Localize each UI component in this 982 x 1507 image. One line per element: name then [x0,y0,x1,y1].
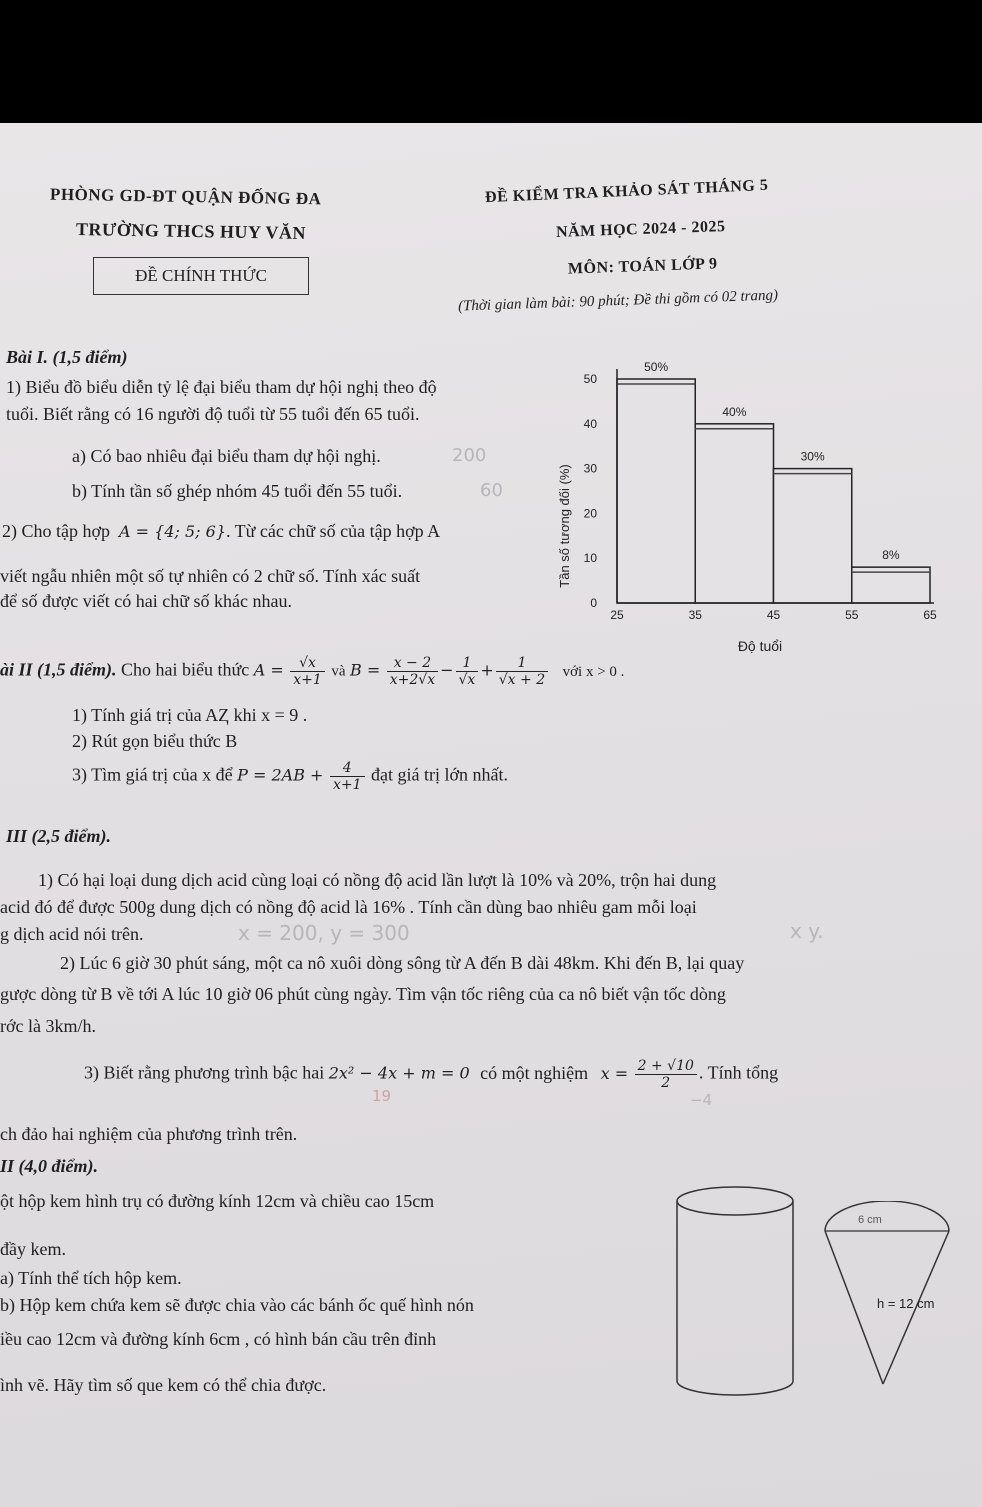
P-num: 4 [330,760,365,777]
p3-end: . Tính tổng [698,1062,779,1083]
bai3-part3-line2: ch đảo hai nghiệm của phương trình trên. [0,1124,298,1144]
root-den: 2 [661,1075,671,1091]
school-name: TRƯỜNG THCS HUY VĂN [75,218,307,244]
bai2-question-3 [72,760,508,793]
bai3-title: III (2,5 điểm). [6,826,111,846]
bar-data-label: 50% [644,360,669,374]
x-tick-label: 45 [766,608,781,622]
B-den-3: √x + 2 [498,672,546,688]
bai4-line1: ột hộp kem hình trụ có đường kính 12cm và chiều cao 15cm [0,1191,435,1211]
p3-root-intro: có một nghiệm [480,1062,589,1083]
school-year: NĂM HỌC 2024 - 2025 [555,218,726,241]
cone-diameter-label: 6 cm [858,1214,882,1226]
bai4-title: II (4,0 điểm). [0,1156,98,1176]
exam-title: ĐỀ KIỂM TRA KHẢO SÁT THÁNG 5 [484,176,769,207]
bai2-question-2: 2) Rút gọn biểu thức B [72,731,238,751]
y-tick-label: 50 [583,372,597,386]
bar-data-label: 30% [800,449,825,464]
bai1-part2-line1 [2,521,440,542]
bai2-intro: Cho hai biểu thức [121,659,250,680]
y-axis-label: Tần số tương đối (%) [557,464,572,588]
p3-intro: 3) Biết rằng phương trình bậc hai [84,1062,325,1083]
y-tick-label: 10 [583,551,597,566]
condition: với x > 0 . [562,663,625,680]
age-histogram [555,351,945,661]
set-intro: 2) Cho tập hợp [2,521,111,541]
cylinder-top [677,1187,793,1215]
bai4-question-b-line2: iều cao 12cm và đường kính 6cm , có hình bán cầu trên đỉnh [0,1329,437,1349]
hemisphere-top [825,1201,949,1231]
P-den: x+1 [332,777,362,793]
bai4-line2: đầy kem. [0,1239,66,1259]
A-numerator: √x [290,655,325,672]
histogram-bar [695,424,773,603]
root-lhs: x = [600,1063,629,1083]
set-A: A = {4; 5; 6} [119,522,226,541]
bai3-part3-line1 [84,1058,778,1112]
q3-end: đạt giá trị lớn nhất. [371,764,508,785]
x-axis-label: Độ tuổi [737,638,783,654]
bai3-part1-line2: acid đó để được 500g dung dịch có nồng độ acid là 16% . Tính cần dùng bao nhiêu gam mỗi loại [0,897,697,917]
root-fraction [635,1058,697,1091]
bai4-question-b-line1: b) Hộp kem chứa kem sẽ được chia vào các bánh ốc quế hình nón [0,1295,474,1315]
bai1-question-b: b) Tính tần số ghép nhóm 45 tuổi đến 55 tuổi. [72,481,403,501]
handwritten-solution: x = 200, y = 300 [238,921,410,945]
bai4-question-b-line3: ình vẽ. Hãy tìm số que kem có thể chia được. [0,1375,327,1395]
A-lhs: A = [253,660,284,680]
bai1-part1-line2: tuổi. Biết rằng có 16 người độ tuổi từ 55 tuổi đến 65 tuổi. [6,404,420,424]
minus-sign: − [440,660,454,680]
bai1-part2-line3: để số được viết có hai chữ số khác nhau. [0,591,292,611]
x-tick-label: 25 [610,608,624,622]
bai1-part2-line2: viết ngẫu nhiên một số tự nhiên có 2 chữ số. Tính xác suất [0,566,421,586]
bai3-part1-line1: 1) Có hại loại dung dịch acid cùng loại có nồng độ acid lần lượt là 10% và 20%, trộn hai dung [38,870,717,890]
exam-paper [0,123,982,1507]
B-fraction-2 [456,655,479,688]
bai4-question-a: a) Tính thể tích hộp kem. [0,1268,182,1288]
P-expression: P = 2AB + [237,765,324,785]
B-lhs: B = [350,660,381,680]
and-word: và [331,663,346,680]
subject-title: MÔN: TOÁN LỚP 9 [567,255,718,278]
official-exam-box [93,257,309,295]
plus-sign: + [480,660,494,680]
time-note: (Thời gian làm bài: 90 phút; Đề thi gồm có 02 trang) [457,287,779,315]
cylinder-bottom [677,1381,793,1395]
B-fraction-3 [496,655,548,688]
y-tick-label: 40 [583,416,597,431]
department-name: PHÒNG GD-ĐT QUẬN ĐỐNG ĐA [49,184,322,209]
handwritten-variables: x y. [790,919,824,943]
bai3-part2-line3: rớc là 3km/h. [0,1016,96,1036]
handwritten-answer-b: 60 [480,480,503,501]
histogram-bar [774,469,852,603]
A-fraction [290,655,325,688]
quadratic-equation: 2x² − 4x + m = 0 [328,1063,470,1083]
y-tick-label: 0 [590,596,597,610]
bai3-part2-line2: gược dòng từ B về tới A lúc 10 giờ 06 phút cùng ngày. Tìm vận tốc riêng của ca nô biết vận tốc dòng [0,984,726,1004]
bar-data-label: 8% [882,548,900,563]
bai3-part2-line1: 2) Lúc 6 giờ 30 phút sáng, một ca nô xuôi dòng sông từ A đến B dài 48km. Khi đến B, lại quay [60,953,745,973]
bai1-question-a: a) Có bao nhiêu đại biểu tham dự hội nghị. [72,446,381,466]
bai2-header [0,655,624,705]
B-fraction-1 [387,655,438,688]
bai1-part1-line1: 1) Biểu đồ biểu diễn tỷ lệ đại biểu tham dự hội nghị theo độ [6,377,437,397]
y-tick-label: 30 [583,461,597,476]
cone-figure [815,1201,982,1391]
P-fraction [330,760,365,793]
x-tick-label: 35 [688,608,702,622]
handwritten-answer-a: 200 [452,445,487,466]
root-num: 2 + √10 [635,1058,697,1075]
bai2-title: ài II (1,5 điểm). [0,659,117,680]
histogram-bar [617,379,695,603]
bai2-question-1: 1) Tính giá trị của AⱫ khi x = 9 . [72,705,308,725]
B-num-3: 1 [496,655,548,672]
B-num-2: 1 [456,655,479,672]
cone-left-side [825,1231,883,1384]
bar-data-label: 40% [722,404,747,419]
handwritten-note-minus4: −4 [690,1091,713,1109]
bai3-part1-line3: g dịch acid nói trên. [0,924,144,944]
A-denominator: x+1 [293,672,322,688]
x-tick-label: 55 [845,608,859,622]
B-num-1: x − 2 [387,655,438,672]
official-exam-label: ĐỀ CHÍNH THỨC [135,266,267,285]
y-tick-label: 20 [583,506,597,521]
cone-height-label: h = 12 cm [877,1296,935,1311]
B-den-2: √x [458,672,476,688]
B-den-1: x+2√x [389,672,436,688]
bai1-title: Bài I. (1,5 điểm) [6,347,128,367]
handwritten-note-19: 19 [372,1087,392,1105]
q3-intro: 3) Tìm giá trị của x để [72,764,233,785]
cylinder-figure [660,1181,810,1401]
x-tick-label: 65 [923,608,937,622]
set-rest: . Từ các chữ số của tập hợp A [226,521,441,541]
